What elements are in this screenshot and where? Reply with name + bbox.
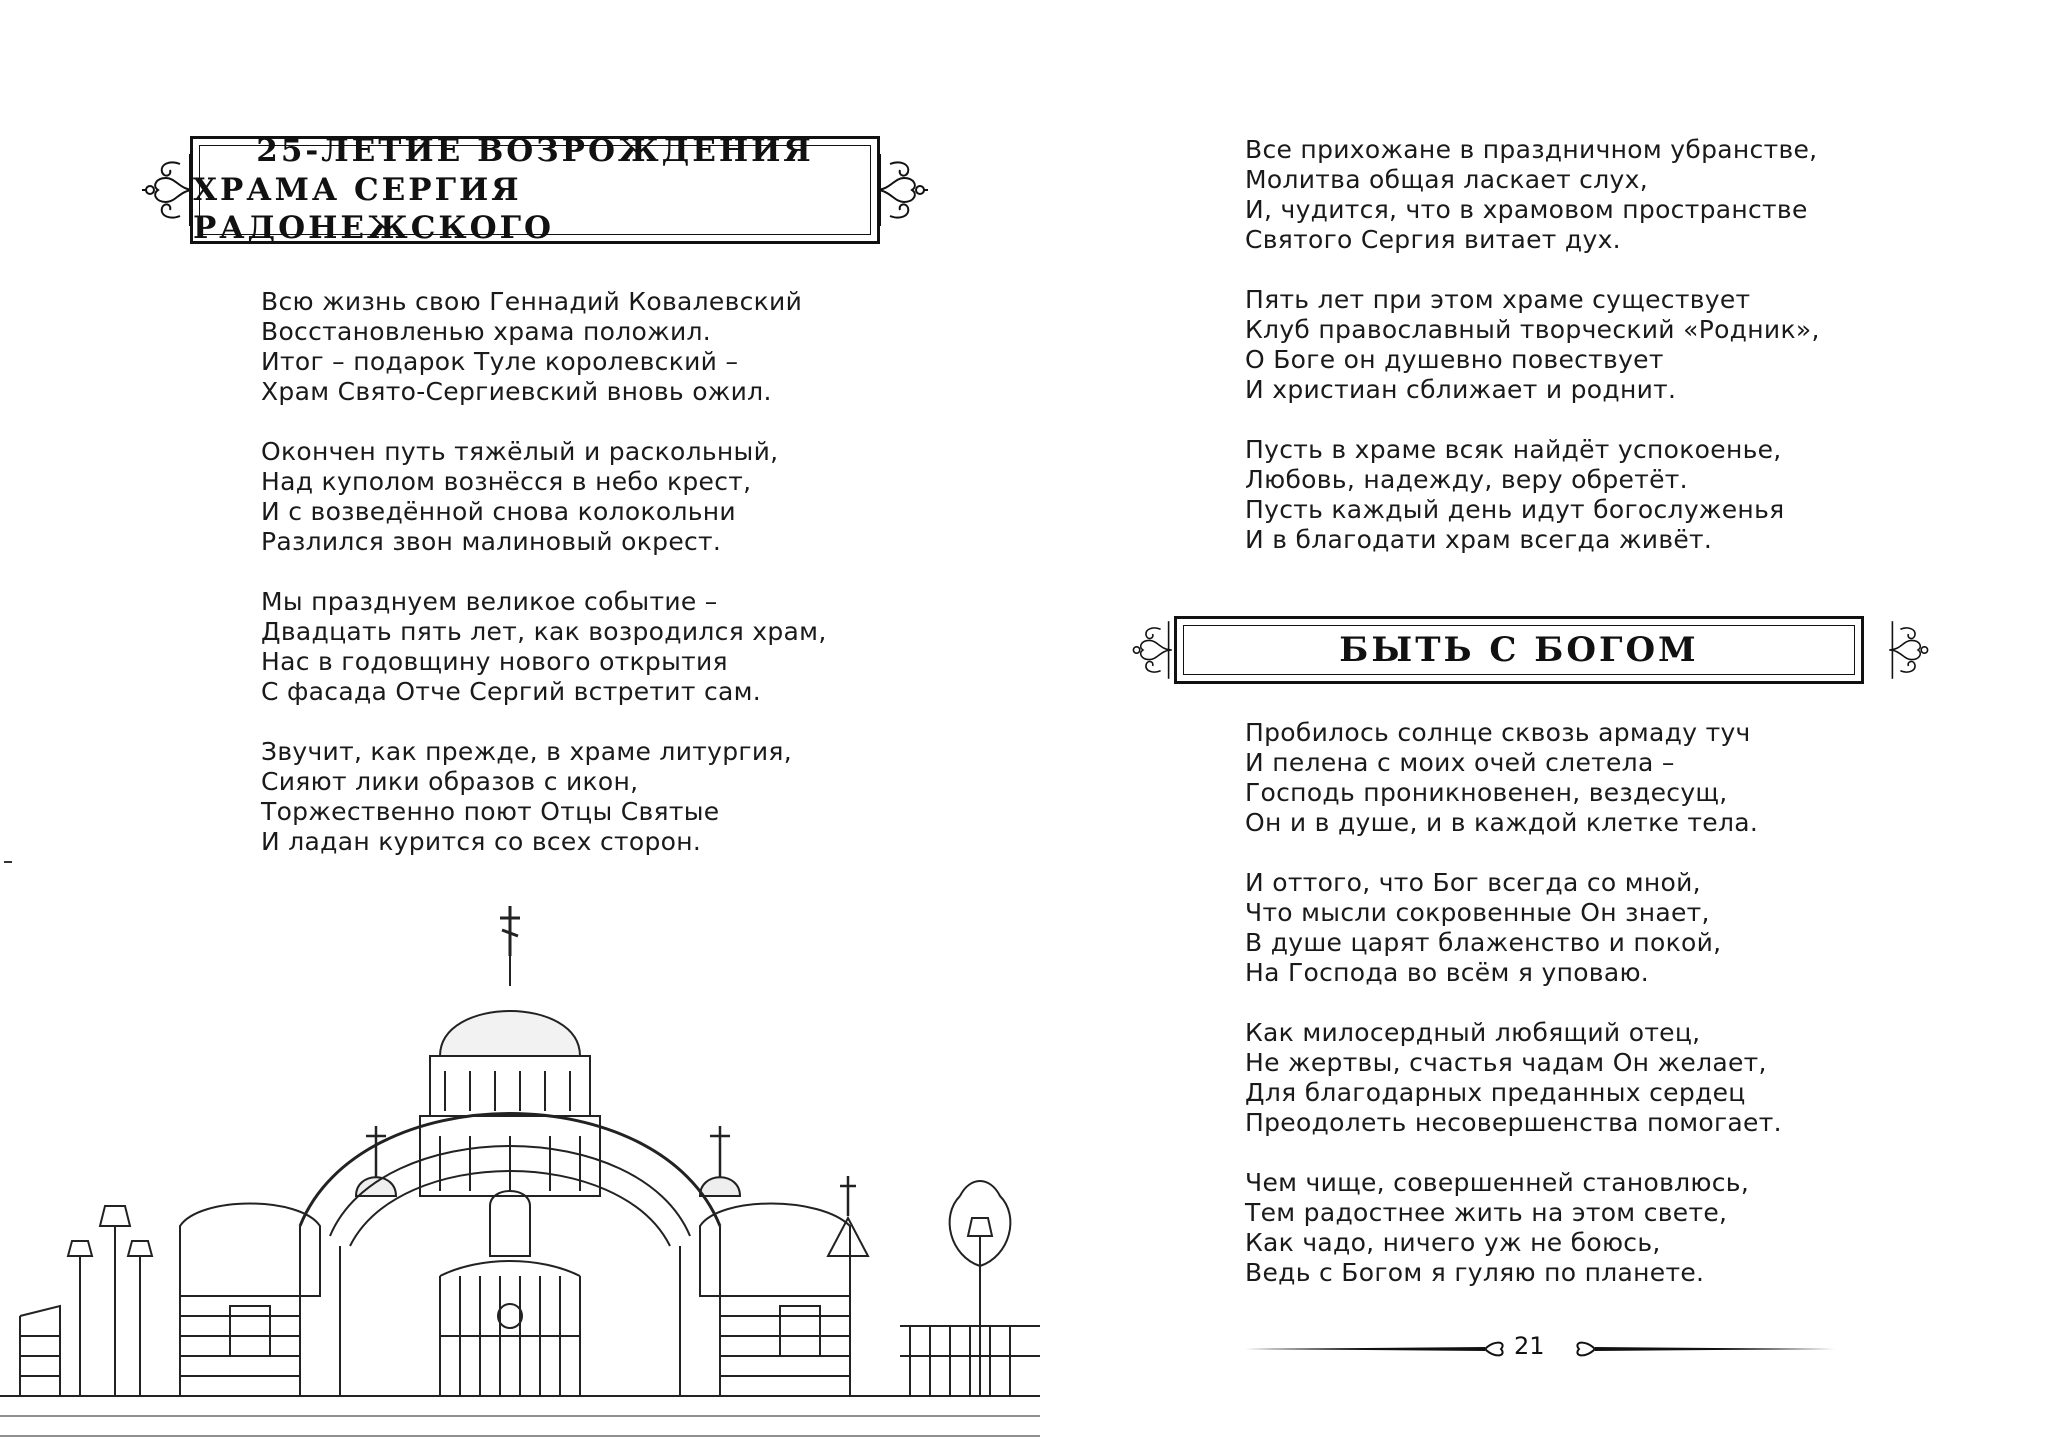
poem-title-line-2: ХРАМА СЕРГИЯ РАДОНЕЖСКОГО	[193, 171, 555, 247]
verse-line: Святого Сергия витает дух.	[1245, 225, 1621, 254]
poem-title-banner	[1174, 616, 1864, 684]
verse-line: Что мысли сокровенные Он знает,	[1245, 898, 1710, 927]
verse-line: Сияют лики образов с икон,	[261, 767, 639, 796]
verse-line: И христиан сближает и роднит.	[1245, 375, 1677, 404]
stanza	[1245, 1018, 1782, 1138]
verse-line: Молитва общая ласкает слух,	[1245, 165, 1648, 194]
flourish-left-icon	[1126, 618, 1176, 682]
poem-title: БЫТЬ С БОГОМ	[1339, 629, 1699, 670]
stanza	[261, 287, 827, 407]
verse-line: Двадцать пять лет, как возродился храм,	[261, 617, 827, 646]
verse-line: Он и в душе, и в каждой клетке тела.	[1245, 808, 1759, 837]
verse-line: О Боге он душевно повествует	[1245, 345, 1664, 374]
verse-line: Любовь, надежду, веру обретёт.	[1245, 465, 1688, 494]
stanza	[1245, 868, 1782, 988]
verse-line: Все прихожане в праздничном убранстве,	[1245, 135, 1818, 164]
verse-line: И, чудится, что в храмовом пространстве	[1245, 195, 1808, 224]
verse-line: Ведь с Богом я гуляю по планете.	[1245, 1258, 1705, 1287]
verse-line: Итог – подарок Туле королевский –	[261, 347, 739, 376]
verse-line: Не жертвы, счастья чадам Он желает,	[1245, 1048, 1767, 1077]
stanza	[1245, 435, 1820, 555]
verse-line: И в благодати храм всегда живёт.	[1245, 525, 1713, 554]
stanza	[261, 587, 827, 707]
stanza	[1245, 135, 1820, 255]
verse-line: Над куполом вознёсся в небо крест,	[261, 467, 752, 496]
poem-title-banner	[190, 132, 880, 247]
verse-line: И оттого, что Бог всегда со мной,	[1245, 868, 1701, 897]
verse-line: Звучит, как прежде, в храме литургия,	[261, 737, 792, 766]
verse-line: Восстановленью храма положил.	[261, 317, 712, 346]
verse-line: Пусть в храме всяк найдёт успокоенье,	[1245, 435, 1782, 464]
verse-line: С фасада Отче Сергий встретит сам.	[261, 677, 762, 706]
verse-line: И пелена с моих очей слетела –	[1245, 748, 1675, 777]
poem-anniversary-continued	[1245, 135, 1820, 585]
verse-line: В душе царят блаженство и покой,	[1245, 928, 1722, 957]
poem-with-god	[1245, 718, 1782, 1318]
verse-line: Мы празднуем великое событие –	[261, 587, 718, 616]
verse-line: Как милосердный любящий отец,	[1245, 1018, 1701, 1047]
verse-line: Клуб православный творческий «Родник»,	[1245, 315, 1820, 344]
verse-line: Как чадо, ничего уж не боюсь,	[1245, 1228, 1661, 1257]
verse-line: Всю жизнь свою Геннадий Ковалевский	[261, 287, 803, 316]
verse-line: Преодолеть несовершенства помогает.	[1245, 1108, 1782, 1137]
poem-anniversary	[261, 287, 827, 887]
stanza	[1245, 1168, 1782, 1288]
stanza	[261, 437, 827, 557]
stanza	[261, 737, 827, 857]
church-gate-icon	[0, 896, 1040, 1454]
verse-line: Торжественно поют Отцы Святые	[261, 797, 720, 826]
flourish-right-icon	[1885, 618, 1935, 682]
flourish-right-icon	[874, 150, 930, 230]
verse-line: Для благодарных преданных сердец	[1245, 1078, 1746, 1107]
verse-line: Господь проникновенен, вездесущ,	[1245, 778, 1728, 807]
verse-line: И с возведённой снова колокольни	[261, 497, 736, 526]
stanza	[1245, 718, 1782, 838]
verse-line: Пробилось солнце сквозь армаду туч	[1245, 718, 1751, 747]
verse-line: Пять лет при этом храме существует	[1245, 285, 1751, 314]
verse-line: На Господа во всём я уповаю.	[1245, 958, 1650, 987]
poem-title-line-1: 25-ЛЕТИЕ ВОЗРОЖДЕНИЯ	[256, 132, 814, 169]
verse-line: Окончен путь тяжёлый и раскольный,	[261, 437, 779, 466]
verse-line: Тем радостнее жить на этом свете,	[1245, 1198, 1728, 1227]
flourish-left-icon	[140, 150, 196, 230]
verse-line: Пусть каждый день идут богослуженья	[1245, 495, 1785, 524]
verse-line: Храм Свято-Сергиевский вновь ожил.	[261, 377, 772, 406]
verse-line: Нас в годовщину нового открытия	[261, 647, 728, 676]
verse-line: И ладан курится со всех сторон.	[261, 827, 702, 856]
stanza	[1245, 285, 1820, 405]
verse-line: Разлился звон малиновый окрест.	[261, 527, 722, 556]
verse-line: Чем чище, совершенней становлюсь,	[1245, 1168, 1750, 1197]
page-number: 21	[1514, 1332, 1545, 1360]
right-page	[1029, 0, 2058, 1454]
